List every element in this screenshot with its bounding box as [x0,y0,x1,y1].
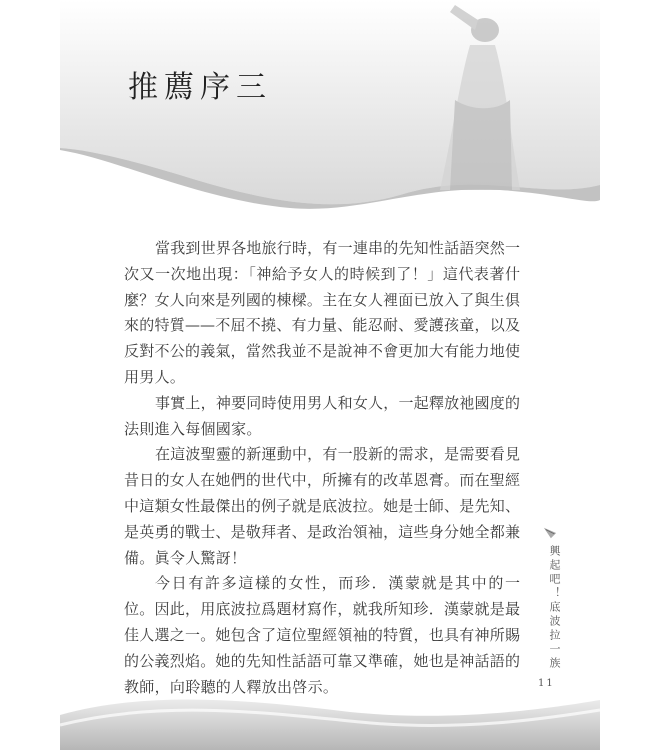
text-line: 用男人。 [124,367,186,386]
text-line: 中這類女性最傑出的例子就是底波拉。她是士師、是先知、 [124,496,520,515]
text-line: 次又一次地出現：「神給予女人的時候到了！」這代表著什 [124,264,520,283]
page-title: 推薦序三 [128,70,272,105]
page-number: 11 [538,678,555,689]
bottom-wave [60,700,600,750]
text-line: 教師，向聆聽的人釋放出啓示。 [124,677,339,696]
text-line: 事實上，神要同時使用男人和女人，一起釋放祂國度的 [155,393,520,412]
foreword-body [124,236,520,700]
text-line: 今日有許多這樣的女性，而珍．漢蒙就是其中的一 [155,574,520,593]
text-line: 在這波聖靈的新運動中，有一股新的需求，是需要看見 [155,445,520,464]
text-line: 麼？女人向來是列國的棟樑。主在女人裡面已放入了與生俱 [124,290,520,309]
text-line: 昔日的女人在她們的世代中，所擁有的改革恩膏。而在聖經 [124,471,520,490]
text-line: 佳人選之一。她包含了這位聖經領袖的特質，也具有神所賜 [124,625,520,644]
flower-ornament-icon [542,526,558,540]
text-line: 是英勇的戰士、是敬拜者、是政治領袖，這些身分她全都兼 [124,522,520,541]
text-line: 反對不公的義氣，當然我並不是說神不會更加大有能力地使 [124,342,520,361]
text-line: 法則進入每個國家。 [124,419,262,438]
text-line: 備。眞令人驚訝！ [124,548,247,567]
text-line: 當我到世界各地旅行時，有一連串的先知性話語突然一 [155,239,520,257]
text-line: 的公義烈焰。她的先知性話語可靠又準確，她也是神話語的 [124,651,520,670]
text-line: 來的特質——不屈不撓、有力量、能忍耐、愛護孩童，以及 [124,316,520,335]
running-book-title: 興起吧！底波拉一族 [548,545,561,671]
text-line: 位。因此，用底波拉爲題材寫作，就我所知珍．漢蒙就是最 [124,600,520,619]
